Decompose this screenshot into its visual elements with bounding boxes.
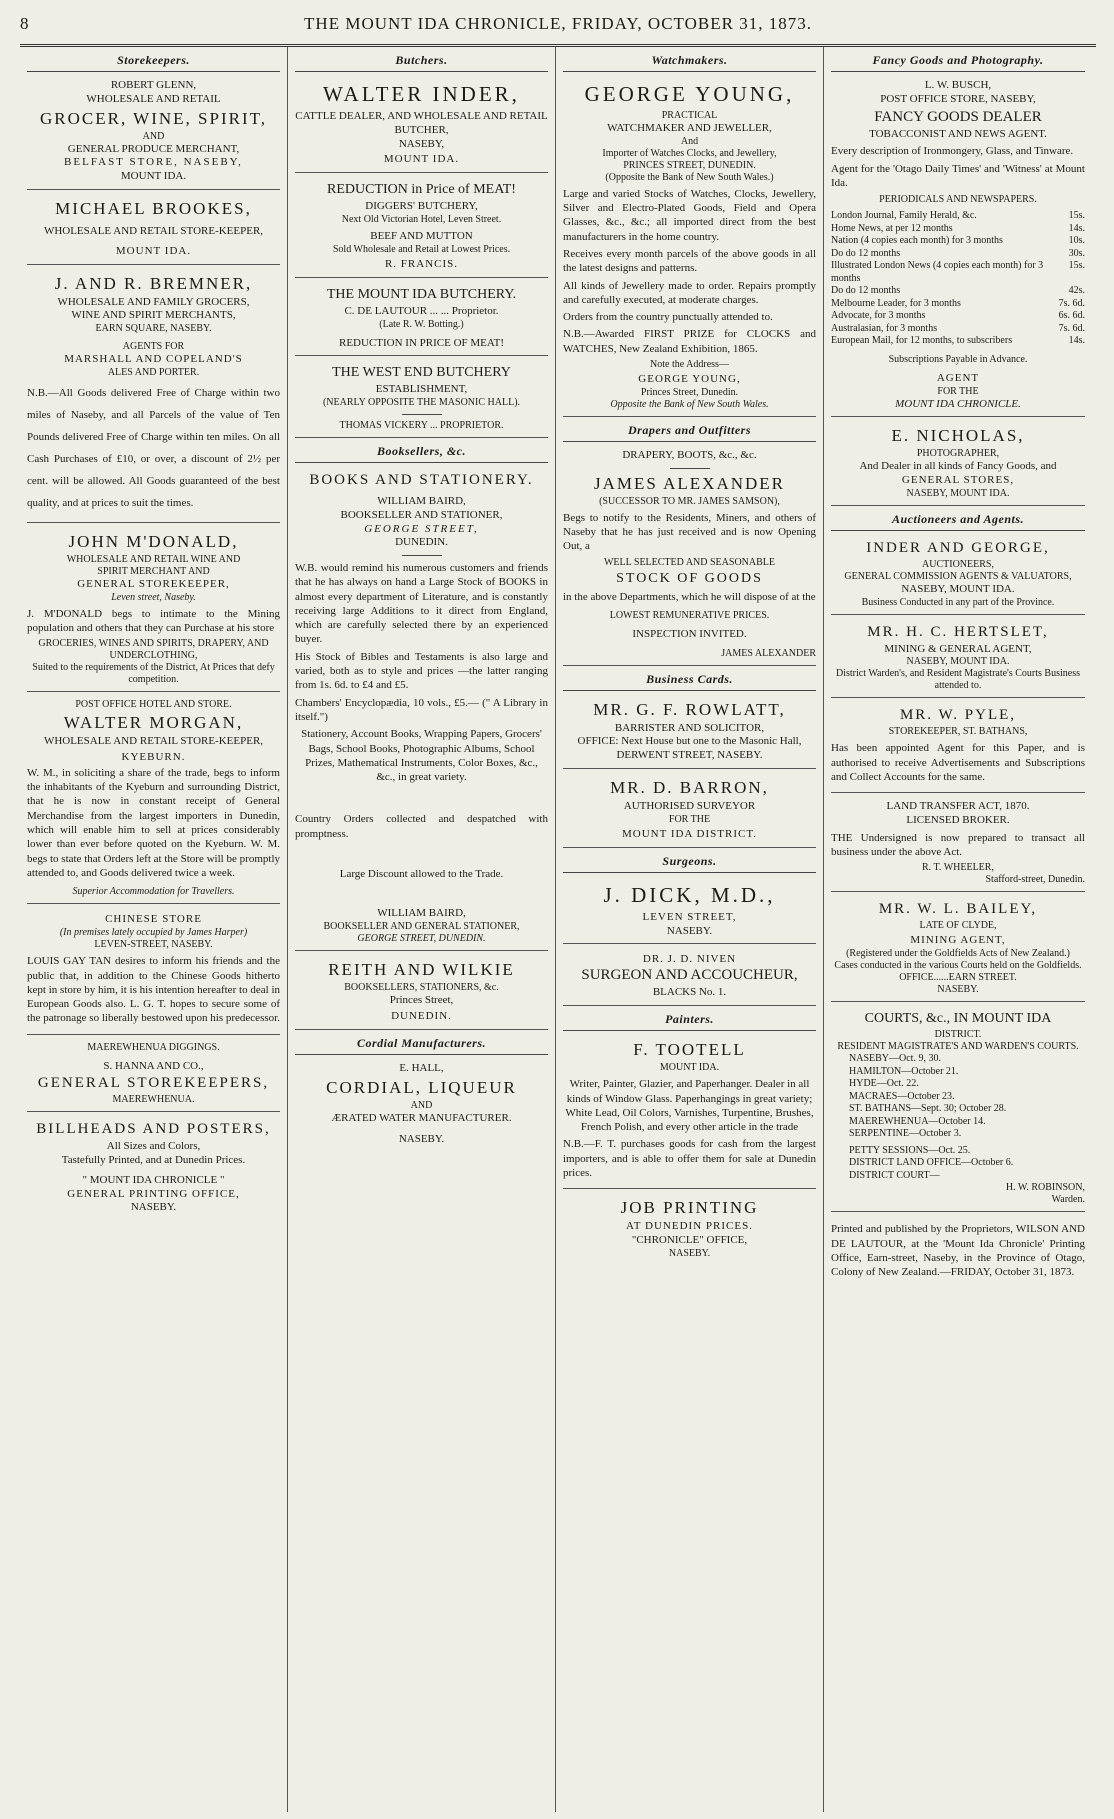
periodical-name: Advocate, for 3 months — [831, 310, 926, 322]
periodicals-table — [831, 210, 1085, 348]
ad-west-end-butchery: THE WEST END BUTCHERY ESTABLISHMENT, (NEARLY OPPOSITE THE MASONIC HALL). THOMAS VICKERY ... PROPRIETOR. — [295, 360, 548, 438]
periodical-name: Do do 12 months — [831, 285, 901, 297]
court-sitting: HAMILTON—October 21. — [849, 1065, 959, 1077]
periodical-row — [831, 248, 1085, 261]
periodical-price: 7s. 6d. — [1058, 297, 1085, 309]
periodical-name: Do do 12 months — [831, 247, 901, 259]
periodical-row — [831, 235, 1085, 248]
court-sitting: MACRAES—October 23. — [849, 1090, 955, 1102]
court-sitting: NASEBY—Oct. 9, 30. — [849, 1053, 941, 1065]
section-heading: Cordial Manufacturers. — [295, 1034, 548, 1055]
periodical-price: 15s. — [1068, 260, 1085, 272]
ad-barron: MR. D. BARRON, AUTHORISED SURVEYOR FOR THE MOUNT IDA DISTRICT. — [563, 773, 816, 848]
periodical-price: 10s. — [1068, 235, 1085, 247]
column-4 — [824, 47, 1092, 1812]
periodical-price: 42s. — [1068, 285, 1085, 297]
section-heading: Booksellers, &c. — [295, 442, 548, 463]
section-heading: Auctioneers and Agents. — [831, 510, 1085, 531]
ad-tootell: F. TOOTELL MOUNT IDA. Writer, Painter, Glazier, and Paperhanger. Dealer in all kinds of Window Glass. Paperhangings in great variety; White Lead, Oil Colors, Varnishes, Turpentine, Brushes, French Polish, and every other article in the trade N.B.—F. T. purchases goods for cash from the largest importers, and is able to offer them for sale at Dunedin prices. — [563, 1035, 816, 1189]
ad-pyle: MR. W. PYLE, STOREKEEPER, ST. BATHANS, Has been appointed Agent for this Paper, and is authorised to receive Advertisements and Subscriptions and Collect Accounts for the same. — [831, 702, 1085, 793]
periodical-row — [831, 223, 1085, 236]
ad-hanna: MAEREWHENUA DIGGINGS. S. HANNA AND CO., GENERAL STOREKEEPERS, MAEREWHENUA. — [27, 1039, 280, 1113]
court-sitting: ST. BATHANS—Sept. 30; October 28. — [849, 1103, 1007, 1115]
ad-e-hall: E. HALL, CORDIAL, LIQUEUR AND ÆRATED WATER MANUFACTURER. NASEBY. — [326, 1061, 517, 1146]
periodical-row — [831, 323, 1085, 336]
periodical-price: 30s. — [1068, 247, 1085, 259]
periodical-price: 15s. — [1068, 210, 1085, 222]
court-sitting: HYDE—Oct. 22. — [849, 1078, 919, 1090]
section-heading: Painters. — [563, 1010, 816, 1031]
ad-billheads: BILLHEADS AND POSTERS, All Sizes and Colors, Tastefully Printed, and at Dunedin Prices. " MOUNT IDA CHRONICLE " GENERAL PRINTING OFFICE, NASEBY. — [36, 1121, 271, 1214]
periodical-name: Nation (4 copies each month) for 3 months — [831, 235, 1003, 247]
periodical-name: London Journal, Family Herald, &c. — [831, 210, 977, 222]
court-sitting: MAEREWHENUA—October 14. — [849, 1115, 986, 1127]
column-2 — [288, 47, 556, 1812]
column-3 — [556, 47, 824, 1812]
ad-walter-morgan: POST OFFICE HOTEL AND STORE. WALTER MORGAN, WHOLESALE AND RETAIL STORE-KEEPER, KYEBURN. W. M., in soliciting a share of the trade, begs to inform the inhabitants of the Kyeburn and surrounding District, that he is now in constant receipt of General Merchandise from the largest importers in Dunedin, which will enable him to sell at prices considerably lower than ever before quoted on the Kyeburn. W. M. begs to state that Orders left at the Store will be promptly attended to, and Goods delivered twice a week. Superior Accommodation for Travellers. — [27, 696, 280, 904]
ad-bailey: MR. W. L. BAILEY, LATE OF CLYDE, MINING AGENT, (Registered under the Goldfields Acts of New Zealand.) Cases conducted in the various Courts held on the Goldfields. OFFICE......EARN STREET. NASEBY. — [831, 896, 1085, 1002]
periodical-name: Australasian, for 3 months — [831, 322, 938, 334]
ad-walter-inder: WALTER INDER, CATTLE DEALER, AND WHOLESALE AND RETAIL BUTCHER, NASEBY, MOUNT IDA. — [295, 76, 548, 173]
ad-mount-ida-butchery: THE MOUNT IDA BUTCHERY. C. DE LAUTOUR ... ... Proprietor. (Late R. W. Botting.) REDUCTION IN PRICE OF MEAT! — [295, 282, 548, 357]
periodical-row — [831, 298, 1085, 311]
ad-robert-glenn: ROBERT GLENN, WHOLESALE AND RETAIL GROCER, WINE, SPIRIT, AND GENERAL PRODUCE MERCHANT, BELFAST STORE, NASEBY, MOUNT IDA. — [27, 76, 280, 190]
ad-reith-wilkie: REITH AND WILKIE BOOKSELLERS, STATIONERS, &c. Princes Street, DUNEDIN. — [295, 955, 548, 1030]
ad-dick: J. DICK, M.D., LEVEN STREET, NASEBY. — [563, 877, 816, 945]
column-1 — [20, 47, 288, 1812]
ad-niven: DR. J. D. NIVEN SURGEON AND ACCOUCHEUR, BLACKS No. 1. — [563, 948, 816, 1006]
section-heading: Surgeons. — [563, 852, 816, 873]
page-title: THE MOUNT IDA CHRONICLE, FRIDAY, OCTOBER 31, 1873. — [304, 14, 812, 33]
imprint: Printed and published by the Proprietors, WILSON AND DE LAUTOUR, at the 'Mount Ida Chronicle' Printing Office, Earn-street, Naseby, in the Province of Otago, Colony of New Zealand.—FRIDAY, October 31, 1873. — [831, 1223, 1085, 1279]
ad-william-baird: BOOKS AND STATIONERY. WILLIAM BAIRD, BOOKSELLER AND STATIONER, GEORGE STREET, DUNEDIN. W.B. would remind his numerous customers and friends that he has always on hand a Large Stock of BOOKS in almost every department of Literature, and is constantly receiving large Additions to it direct from England, which are carefully selected there by an experienced buyer. His Stock of Bibles and Testaments is also large and varied, both as to style and prices —the latter ranging from 1s. 6d. to £4 and £5. Chambers' Encyclopædia, 10 vols., £5.— (" A Library in itself.") Stationery, Account Books, Wrapping Papers, Grocers' Bags, School Books, Photographic Albums, School Prizes, Mathematical Instruments, Color Boxes, &c., &c., in great variety. Country Orders collected and despatched with promptness. Large Discount allowed to the Trade. WILLIAM BAIRD, BOOKSELLER AND GENERAL STATIONER, GEORGE STREET, DUNEDIN. — [295, 467, 548, 951]
ad-nicholas: E. NICHOLAS, PHOTOGRAPHER, And Dealer in all kinds of Fancy Goods, and GENERAL STORES, NASEBY, MOUNT IDA. — [831, 421, 1085, 506]
periodical-name: European Mail, for 12 months, to subscribers — [831, 335, 1013, 347]
ad-hertslet: MR. H. C. HERTSLET, MINING & GENERAL AGENT, NASEBY, MOUNT IDA. District Warden's, and Resident Magistrate's Courts Business attended to. — [831, 619, 1085, 699]
ad-busch: L. W. BUSCH, POST OFFICE STORE, NASEBY, FANCY GOODS DEALER TOBACCONIST AND NEWS AGENT. Every description of Ironmongery, Glass, and Tinware. Agent for the 'Otago Daily Times' and 'Witness' at Mount Ida. PERIODICALS AND NEWSPAPERS. London Journal, Family Herald, &c. 15s. Home News, at per 12 months 14s. Nation (4 copies each month) for 3 months 10s. Do do 12 months 30s. Illustrated London News (4 copies each month) for 3 months 15s. Do do 12 months 42s. Melbourne Leader, for 3 months 7s. 6d. Advocate, for 3 months 6s. 6d. Australasian, for 3 months 7s. 6d. European Mail, for 12 months, to subscribers 14s. Subscriptions Payable in Advance. AGENT FOR THE MOUNT IDA CHRONICLE. — [831, 76, 1085, 417]
periodical-row — [831, 310, 1085, 323]
ad-diggers-butchery: REDUCTION in Price of MEAT! DIGGERS' BUTCHERY, Next Old Victorian Hotel, Leven Street. BEEF AND MUTTON Sold Wholesale and Retail at Lowest Prices. R. FRANCIS. — [295, 177, 548, 278]
ad-inder-george: INDER AND GEORGE, AUCTIONEERS, GENERAL COMMISSION AGENTS & VALUATORS, NASEBY, MOUNT IDA. Business Conducted in any part of the Province. — [831, 535, 1085, 615]
section-heading: Watchmakers. — [563, 51, 816, 72]
ad-bremner: J. AND R. BREMNER, WHOLESALE AND FAMILY GROCERS, WINE AND SPIRIT MERCHANTS, EARN SQUARE, NASEBY. AGENTS FOR MARSHALL AND COPELAND'S ALES AND PORTER. N.B.—All Goods delivered Free of Charge within two miles of Naseby, and all Parcels of the value of Ten Pounds delivered Free of Charge within ten miles. On all Cash Purchases of £10, or over, a discount of 2½ per cent. will be allowed. All Goods guaranteed of the best quality, and at prices to suit the times. — [27, 269, 280, 523]
periodical-name: Home News, at per 12 months — [831, 222, 953, 234]
periodical-row — [831, 335, 1085, 348]
ad-courts: COURTS, &c., IN MOUNT IDA DISTRICT. RESIDENT MAGISTRATE'S AND WARDEN'S COURTS. NASEBY—Oct. 9, 30. HAMILTON—October 21. HYDE—Oct. 22. MACRAES—October 23. ST. BATHANS—Sept. 30; October 28. MAEREWHENUA—October 14. SERPENTINE—October 3. PETTY SESSIONS—Oct. 25. DISTRICT LAND OFFICE—October 6. DISTRICT COURT— H. W. ROBINSON, Warden. — [831, 1006, 1085, 1212]
periodical-row — [831, 285, 1085, 298]
ad-rowlatt: MR. G. F. ROWLATT, BARRISTER AND SOLICITOR, OFFICE: Next House but one to the Masonic Hall, DERWENT STREET, NASEBY. — [563, 695, 816, 769]
ad-james-alexander: DRAPERY, BOOTS, &c., &c. JAMES ALEXANDER (SUCCESSOR TO MR. JAMES SAMSON), Begs to notify to the Residents, Miners, and others of Naseby that he has just received and is now Opening Out, a WELL SELECTED AND SEASONABLE STOCK OF GOODS in the above Departments, which he will dispose of at the LOWEST REMUNERATIVE PRICES. INSPECTION INVITED. JAMES ALEXANDER — [563, 446, 816, 666]
periodical-row — [831, 260, 1085, 285]
page-number: 8 — [20, 14, 29, 33]
ad-michael-brookes: MICHAEL BROOKES, WHOLESALE AND RETAIL STORE-KEEPER, MOUNT IDA. — [27, 194, 280, 265]
section-heading: Storekeepers. — [27, 51, 280, 72]
ad-job-printing: JOB PRINTING AT DUNEDIN PRICES. "CHRONICLE" OFFICE, NASEBY. — [620, 1198, 759, 1260]
periodical-price: 7s. 6d. — [1058, 322, 1085, 334]
periodical-name: Illustrated London News (4 copies each month) for 3 months — [831, 260, 1044, 284]
periodical-name: Melbourne Leader, for 3 months — [831, 297, 961, 309]
section-heading: Business Cards. — [563, 670, 816, 691]
ad-john-mdonald: JOHN M'DONALD, WHOLESALE AND RETAIL WINE AND SPIRIT MERCHANT AND GENERAL STOREKEEPER, Leven street, Naseby. J. M'DONALD begs to intimate to the Mining population and others that they can Purchase at his store GROCERIES, WINES AND SPIRITS, DRAPERY, AND UNDERCLOTHING, Suited to the requirements of the District, At Prices that defy competition. — [27, 527, 280, 692]
ad-chinese-store: CHINESE STORE (In premises lately occupied by James Harper) LEVEN-STREET, NASEBY. LOUIS GAY TAN desires to inform his friends and the public that, in addition to the Chinese Goods hitherto kept in store by him, it is his intention hereafter to deal in European Goods also. L. G. T. hopes to secure some of the patronage so liberally bestowed upon his predecessor. — [27, 908, 280, 1034]
periodical-price: 14s. — [1068, 335, 1085, 347]
periodical-price: 6s. 6d. — [1058, 310, 1085, 322]
periodical-price: 14s. — [1068, 222, 1085, 234]
section-heading: Drapers and Outfitters — [563, 421, 816, 442]
ad-george-young: GEORGE YOUNG, PRACTICAL WATCHMAKER AND JEWELLER, And Importer of Watches Clocks, and Jewellery, PRINCES STREET, DUNEDIN. (Opposite the Bank of New South Wales.) Large and varied Stocks of Watches, Clocks, Jewellery, Silver and Electro-Plated Goods, Field and Opera Glasses, &c., &c.; all imported direct from the best manufacturers in the home country. Receives every month parcels of the above goods in all the latest designs and patterns. All kinds of Jewellery made to order. Repairs promptly and carefully executed, at moderate charges. Orders from the country punctually attended to. N.B.—Awarded FIRST PRIZE for CLOCKS and WATCHES, New Zealand Exhibition, 1865. Note the Address— GEORGE YOUNG, Princes Street, Dunedin. Opposite the Bank of New South Wales. — [563, 76, 816, 417]
section-heading: Fancy Goods and Photography. — [831, 51, 1085, 72]
courts-list — [831, 1053, 1085, 1141]
masthead — [20, 14, 1096, 47]
section-heading: Butchers. — [295, 51, 548, 72]
court-sitting: SERPENTINE—October 3. — [849, 1128, 962, 1140]
periodical-row — [831, 210, 1085, 223]
ad-wheeler: LAND TRANSFER ACT, 1870. LICENSED BROKER. THE Undersigned is now prepared to transact all business under the above Act. R. T. WHEELER, Stafford-street, Dunedin. — [831, 797, 1085, 892]
